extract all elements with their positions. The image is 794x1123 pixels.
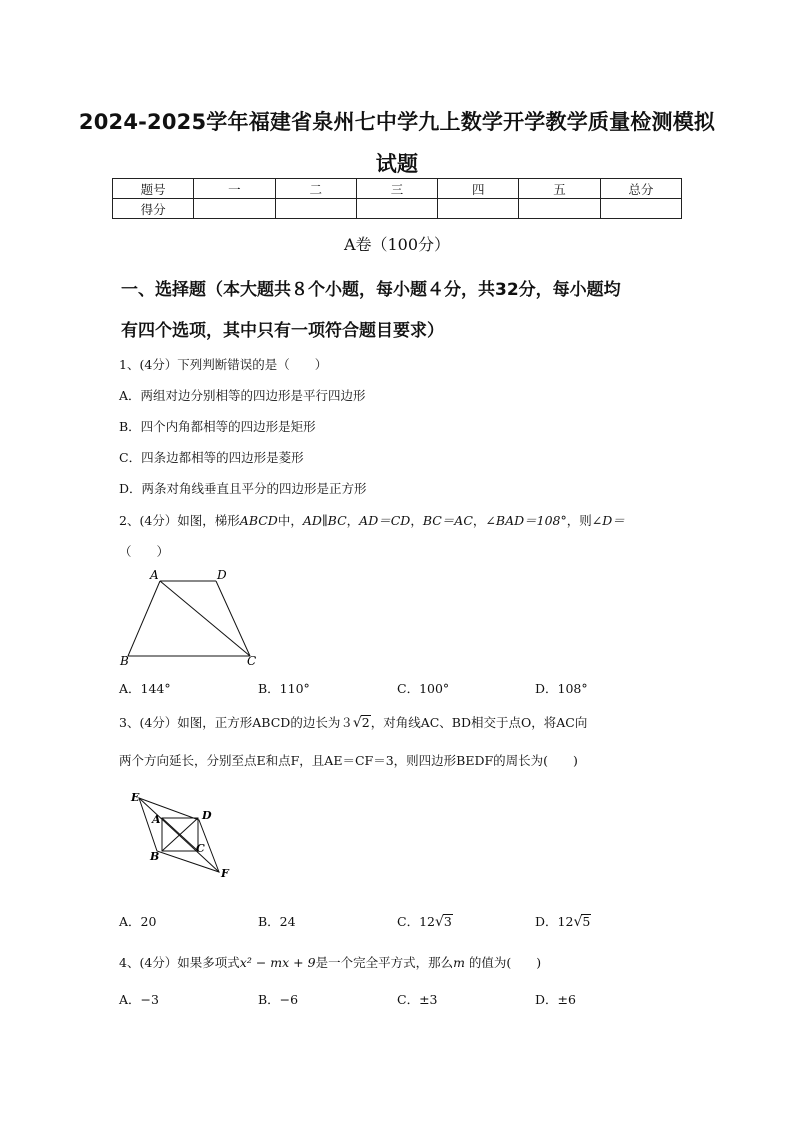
q1-option-d[interactable]: D．两条对角线垂直且平分的四边形是正方形 (119, 481, 367, 496)
q2-condition-angle-bad: ∠BAD＝108° (485, 513, 567, 528)
score-table-header-cell: 三 (356, 179, 437, 199)
q2-target-angle-d: ∠D＝ (591, 513, 625, 528)
q4-option-a[interactable]: A．−3 (119, 992, 159, 1007)
q2-stem (119, 511, 625, 529)
q3-stem-line2: 两个方向延长，分别至点E和点F，且AE＝CF＝3，则四边形BEDF的周长为( ) (119, 753, 578, 768)
q4-polynomial: x² − mx + 9 (239, 955, 316, 970)
q3-stem-a: 3、(4分）如图，正方形ABCD的边长为３ (119, 715, 353, 730)
score-table-header-cell: 二 (275, 179, 356, 199)
q2-fig-side-ba (128, 581, 160, 656)
q4-stem (119, 953, 541, 971)
section1-heading-line1: 一、选择题（本大题共８个小题，每小题４分，共32分，每小题均 (121, 280, 621, 300)
q4-stem-c: 的值为( ) (464, 955, 542, 970)
document-title-line1: 2024-2025学年福建省泉州七中学九上数学开学教学质量检测模拟 (78, 110, 716, 134)
q2-condition-bc-ac: BC＝AC (422, 513, 473, 528)
q2-trapezoid-name: ABCD (239, 513, 278, 528)
sqrt-icon: √ (573, 914, 583, 930)
score-table-header-cell: 一 (194, 179, 275, 199)
q1-option-c[interactable]: C．四条边都相等的四边形是菱形 (119, 450, 304, 465)
q1-option-b[interactable]: B．四个内角都相等的四边形是矩形 (119, 419, 316, 434)
q2-trapezoid-figure (115, 565, 275, 670)
q4-stem-b: 是一个完全平方式，那么 (315, 955, 454, 970)
q3-stem-line1 (119, 713, 587, 731)
document-title-line2: 试题 (375, 152, 419, 176)
score-cell[interactable] (600, 199, 681, 219)
q1-option-a[interactable]: A．两组对边分别相等的四边形是平行四边形 (119, 388, 366, 403)
q3-fig-label-b: B (150, 850, 160, 863)
q4-option-c[interactable]: C．±3 (397, 992, 438, 1007)
q2-option-a[interactable]: A．144° (119, 681, 171, 696)
q1-stem: 1、(4分）下列判断错误的是（ ） (119, 357, 328, 372)
q2-fig-side-dc (216, 581, 250, 656)
q2-fig-label-d: D (217, 568, 227, 582)
score-table-header-cell: 总分 (600, 179, 681, 199)
q2-condition-ad-cd: AD＝CD (359, 513, 411, 528)
q2-stem-prefix: 2、(4分）如图，梯形 (119, 513, 240, 528)
q3-option-d[interactable] (535, 912, 591, 930)
q3-fig-label-a: A (152, 813, 161, 826)
score-table-score-row (113, 199, 682, 219)
q3-fig-label-e: E (131, 791, 140, 804)
q2-comma: ， (410, 513, 423, 528)
q2-fig-diagonal-ac (160, 581, 250, 656)
q2-fig-label-b: B (120, 654, 129, 668)
q4-stem-a: 4、(4分）如果多项式 (119, 955, 240, 970)
q4-variable-m: m (453, 955, 465, 970)
q2-option-d[interactable]: D．108° (535, 681, 588, 696)
q2-fig-label-c: C (247, 654, 257, 668)
score-cell[interactable] (519, 199, 600, 219)
q3-option-d-root: 5 (582, 914, 591, 929)
score-cell[interactable] (194, 199, 275, 219)
q3-side-root: 2 (361, 715, 370, 730)
score-table-row-label: 得分 (113, 199, 194, 219)
q3-fig-label-f: F (221, 867, 229, 880)
q3-option-b[interactable]: B．24 (258, 914, 296, 929)
score-table-header-row (113, 179, 682, 199)
score-cell[interactable] (275, 199, 356, 219)
q2-fig-label-a: A (150, 568, 159, 582)
q2-comma: ， (346, 513, 360, 528)
q2-option-c[interactable]: C．100° (397, 681, 450, 696)
q3-stem-b: ，对角线AC、BD相交于点O，将AC向 (370, 715, 588, 730)
q3-option-c-prefix: C．12 (397, 914, 435, 929)
section-a-heading: A卷（100分） (343, 235, 451, 254)
q2-condition-parallel: AD∥BC (302, 513, 347, 528)
score-cell[interactable] (356, 199, 437, 219)
score-table-header-cell: 五 (519, 179, 600, 199)
q3-option-c[interactable] (397, 912, 453, 930)
q3-fig-label-d: D (202, 809, 212, 822)
section1-heading-line2: 有四个选项，其中只有一项符合题目要求） (121, 321, 444, 341)
q3-rhombus-figure (126, 788, 236, 883)
q2-comma: ， (472, 513, 486, 528)
sqrt-icon: √ (352, 715, 362, 731)
q4-option-b[interactable]: B．−6 (258, 992, 299, 1007)
score-cell[interactable] (438, 199, 519, 219)
q3-option-d-prefix: D．12 (535, 914, 574, 929)
score-table-header-cell: 题号 (113, 179, 194, 199)
q2-stem-zhong: 中， (277, 513, 303, 528)
q3-option-a[interactable]: A．20 (119, 914, 157, 929)
q2-answer-paren: （ ） (119, 544, 170, 559)
q2-then: ，则 (566, 513, 592, 528)
q2-option-b[interactable]: B．110° (258, 681, 310, 696)
q4-option-d[interactable]: D．±6 (535, 992, 576, 1007)
score-table-header-cell: 四 (438, 179, 519, 199)
q3-fig-label-c: C (196, 842, 205, 855)
q3-option-c-root: 3 (443, 914, 452, 929)
sqrt-icon: √ (434, 914, 444, 930)
score-table (112, 178, 682, 219)
